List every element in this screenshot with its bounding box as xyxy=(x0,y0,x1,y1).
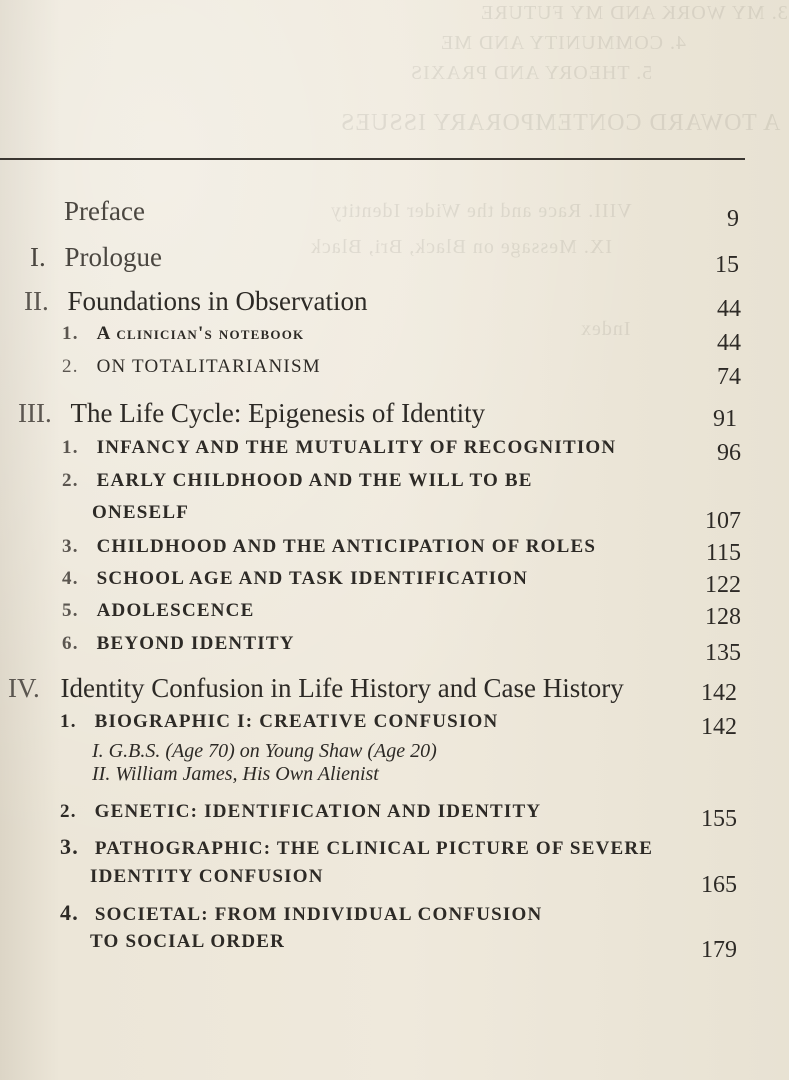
toc-title: Identity Confusion in Life History and Case History xyxy=(60,673,624,703)
ghost-line: 3. MY WORK AND MY FUTURE xyxy=(480,2,788,24)
toc-entry-pathographic-cont xyxy=(90,866,324,888)
toc-numeral: 5. xyxy=(62,600,79,621)
toc-entry-pathographic xyxy=(60,834,653,860)
toc-title: I. G.B.S. (Age 70) on Young Shaw (Age 20) xyxy=(92,740,437,762)
toc-entry-childhood-roles xyxy=(62,536,596,558)
toc-title: The Life Cycle: Epigenesis of Identity xyxy=(70,398,486,428)
toc-entry-clinicians-notebook xyxy=(62,323,304,345)
toc-entry-school-age xyxy=(62,568,528,590)
toc-page-number: 107 xyxy=(705,508,741,534)
toc-numeral: IV. xyxy=(8,673,40,703)
toc-entry-infancy xyxy=(62,437,616,459)
toc-title: SCHOOL AGE AND TASK IDENTIFICATION xyxy=(96,568,529,589)
toc-page-number: 9 xyxy=(727,206,739,232)
toc-title-continued: ONESELF xyxy=(92,502,190,523)
toc-entry-biographic xyxy=(60,711,498,733)
toc-numeral: 2. xyxy=(60,801,77,822)
ghost-line: Index xyxy=(580,318,631,340)
toc-entry-societal-cont xyxy=(90,931,285,953)
toc-title: ADOLESCENCE xyxy=(96,600,255,621)
toc-page-number: 142 xyxy=(701,714,737,740)
toc-title: II. William James, His Own Alienist xyxy=(92,763,379,785)
toc-page-number: 122 xyxy=(705,572,741,598)
toc-entry-gbs xyxy=(92,740,437,763)
toc-numeral: 1. xyxy=(62,323,79,344)
toc-entry-prologue xyxy=(30,242,162,273)
toc-title: EARLY CHILDHOOD AND THE WILL TO BE xyxy=(96,470,533,491)
ghost-line: A TOWARD CONTEMPORARY ISSUES xyxy=(340,110,781,136)
ghost-line: 5. THEORY AND PRAXIS xyxy=(410,62,653,84)
toc-title: CHILDHOOD AND THE ANTICIPATION OF ROLES xyxy=(96,536,597,557)
toc-page-number: 165 xyxy=(701,872,737,898)
toc-entry-foundations xyxy=(24,286,367,317)
toc-page-number: 179 xyxy=(701,937,737,963)
toc-title: A clinician's notebook xyxy=(96,323,305,344)
toc-page-number: 142 xyxy=(701,680,737,706)
toc-title-continued: IDENTITY CONFUSION xyxy=(90,866,324,887)
toc-entry-william-james xyxy=(92,763,379,786)
toc-title: INFANCY AND THE MUTUALITY OF RECOGNITION xyxy=(96,437,617,458)
toc-numeral: 4. xyxy=(60,900,79,925)
toc-page-number: 128 xyxy=(705,604,741,630)
toc-numeral: 1. xyxy=(60,711,77,732)
toc-title-continued: TO SOCIAL ORDER xyxy=(90,931,286,952)
toc-numeral: 3. xyxy=(62,536,79,557)
toc-numeral: I. xyxy=(30,242,46,272)
toc-entry-early-childhood-cont xyxy=(92,502,189,524)
toc-entry-identity-confusion xyxy=(8,673,624,704)
toc-numeral: 6. xyxy=(62,633,79,654)
toc-title: ON TOTALITARIANISM xyxy=(96,356,321,377)
toc-title: Preface xyxy=(64,196,145,226)
toc-numeral: 2. xyxy=(62,470,79,491)
toc-page-number: 135 xyxy=(705,640,741,666)
toc-title: BIOGRAPHIC I: CREATIVE CONFUSION xyxy=(94,711,499,732)
toc-title: Prologue xyxy=(64,242,162,272)
toc-title: GENETIC: IDENTIFICATION AND IDENTITY xyxy=(94,801,542,822)
toc-page-number: 155 xyxy=(701,806,737,832)
toc-page-number: 44 xyxy=(717,296,741,322)
toc-title: PATHOGRAPHIC: THE CLINICAL PICTURE OF SEVERE xyxy=(94,838,654,859)
toc-page-number: 115 xyxy=(705,540,741,566)
toc-entry-societal xyxy=(60,900,542,926)
toc-page-number: 74 xyxy=(717,364,741,390)
toc-numeral: 2. xyxy=(62,356,79,377)
toc-entry-life-cycle xyxy=(18,398,485,429)
toc-numeral: 3. xyxy=(60,834,79,859)
toc-entry-preface xyxy=(64,196,145,227)
toc-entry-totalitarianism xyxy=(62,356,321,378)
toc-title: Foundations in Observation xyxy=(67,286,368,316)
toc-numeral: 1. xyxy=(62,437,79,458)
ghost-line: VIII. Race and the Wider Identity xyxy=(330,200,632,222)
toc-numeral: II. xyxy=(24,286,49,316)
toc-entry-beyond-identity xyxy=(62,633,295,655)
toc-entry-genetic xyxy=(60,801,541,823)
ghost-line: 4. COMMUNITY AND ME xyxy=(440,32,687,54)
toc-title: BEYOND IDENTITY xyxy=(96,633,295,654)
toc-page-number: 96 xyxy=(717,440,741,466)
toc-title: SOCIETAL: FROM INDIVIDUAL CONFUSION xyxy=(94,904,543,925)
toc-page-number: 15 xyxy=(715,252,739,278)
ghost-line: IX. Message on Black, Bri, Black xyxy=(310,236,612,258)
toc-page-number: 44 xyxy=(717,330,741,356)
toc-page-number: 91 xyxy=(713,406,737,432)
toc-entry-early-childhood xyxy=(62,470,533,492)
toc-numeral: 4. xyxy=(62,568,79,589)
toc-entry-adolescence xyxy=(62,600,254,622)
header-rule xyxy=(0,158,745,160)
toc-numeral: III. xyxy=(18,398,52,428)
